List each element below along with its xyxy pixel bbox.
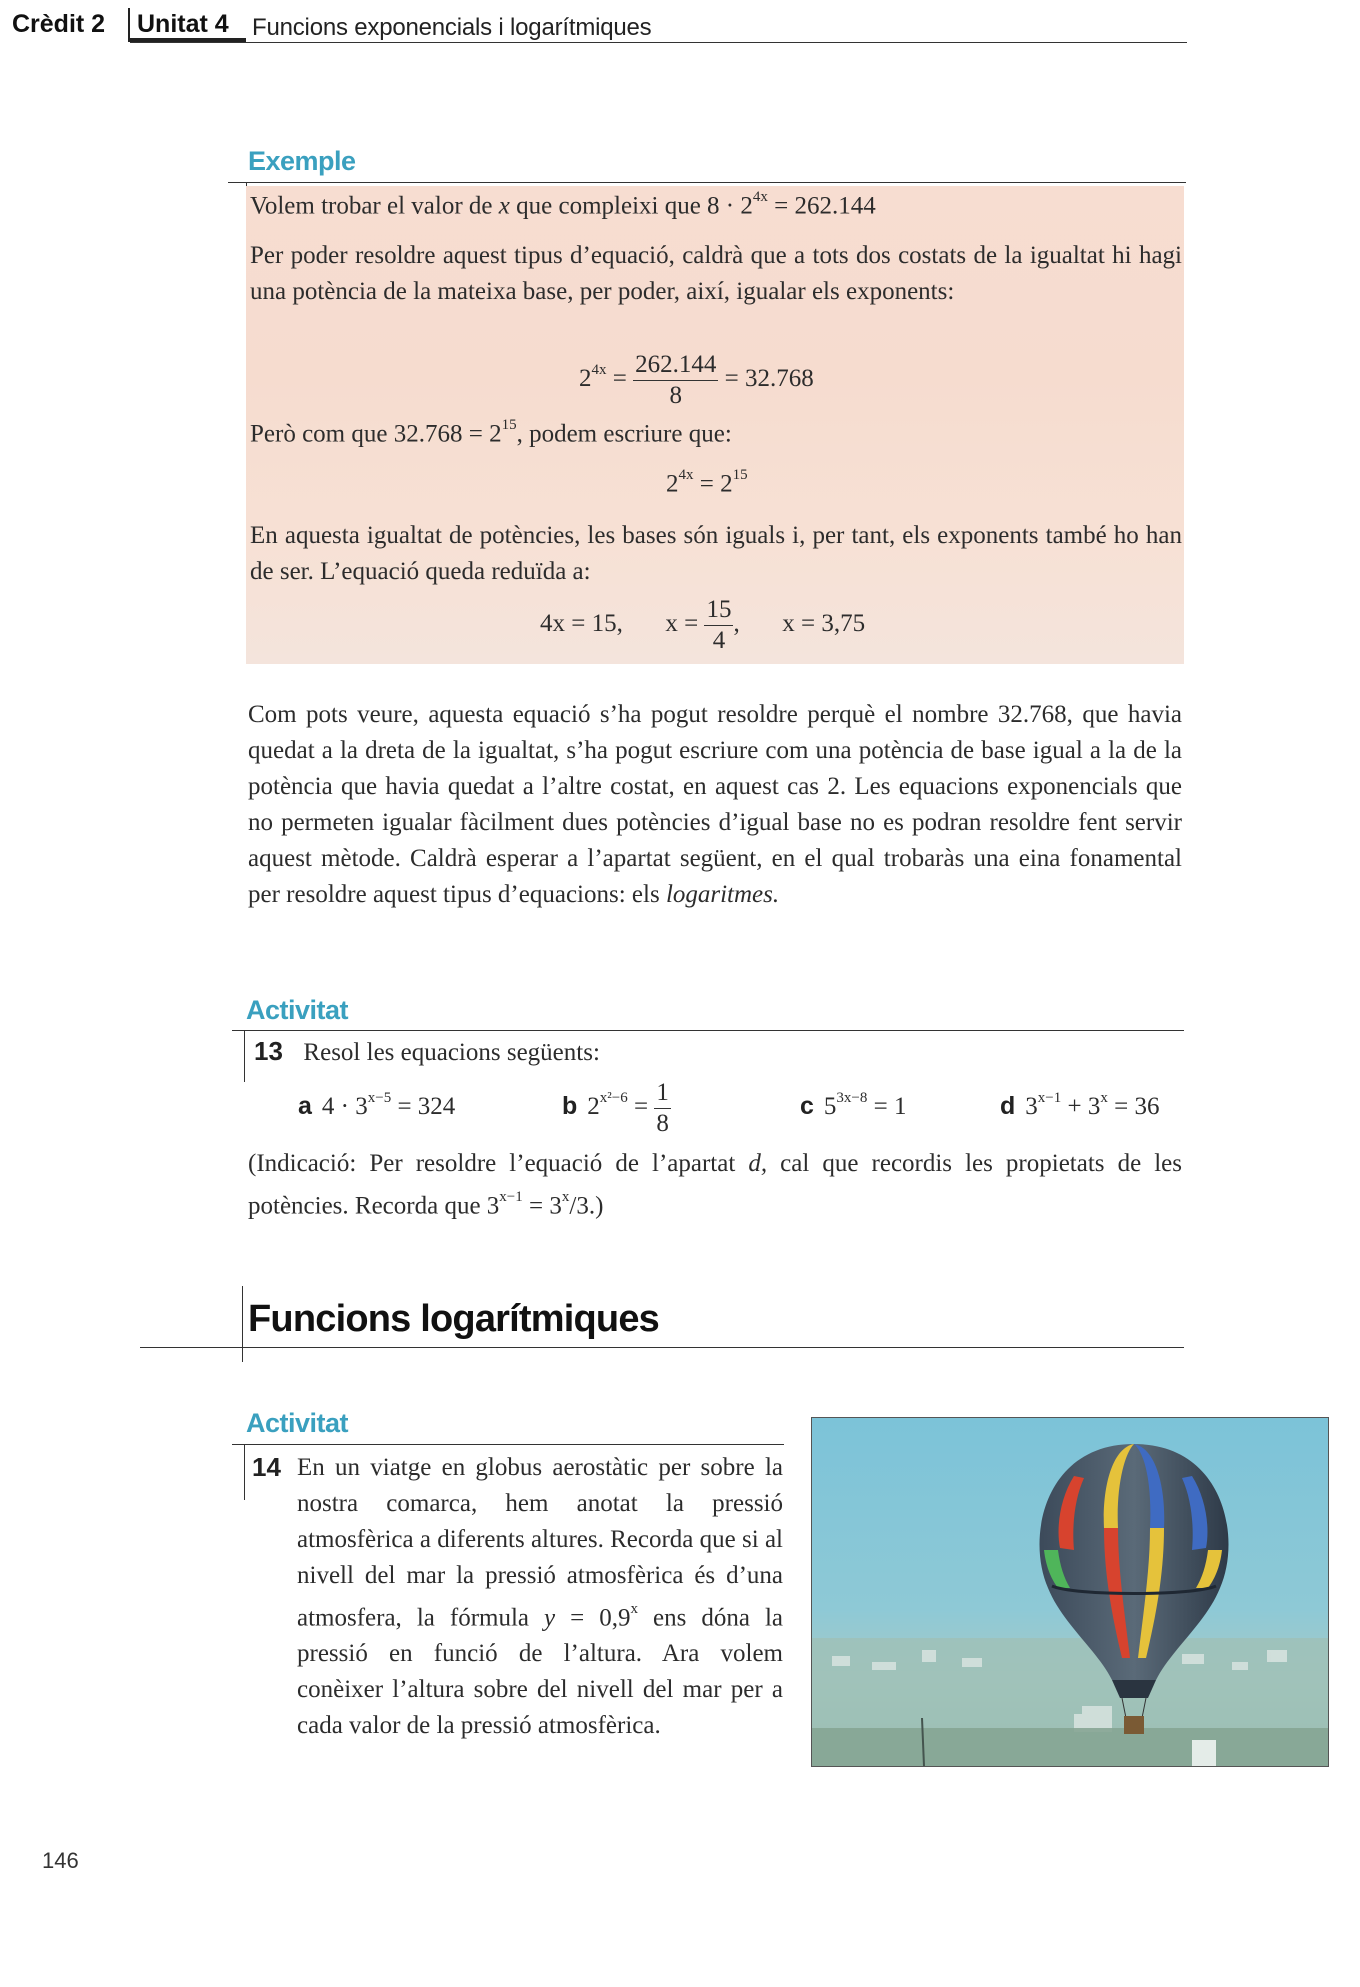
header-divider xyxy=(128,8,130,42)
example-paragraph-1: Per poder resoldre aquest tipus d’equació, caldrà que a tots dos costats de la igualtat hi hagi una potència de la mateixa base, per poder, així, igualar els exponents: xyxy=(250,242,1182,305)
unit-title: Funcions exponencials i logarítmiques xyxy=(252,14,652,41)
page-number: 146 xyxy=(42,1848,79,1873)
activity-13-heading: Activitat xyxy=(246,995,349,1025)
activity-14-rule xyxy=(232,1444,784,1445)
activity-13-item-d: d $3^{x-1} + 3^x = 36$ xyxy=(1000,1089,1160,1120)
example-rule xyxy=(228,182,1186,183)
activity-14-vbar xyxy=(244,1444,245,1500)
example-line1: Volem trobar el valor de x que compleixi que $8 \cdot 2^{4x} = 262.144$ xyxy=(250,189,876,220)
unit-label: Unitat 4 xyxy=(137,10,229,38)
activity-14-heading: Activitat xyxy=(246,1408,349,1438)
activity-13-item-b: b $2^{x^2-6}$ = $\frac{1}{8}$ xyxy=(562,1079,669,1137)
activity-14-text: En un viatge en globus aerostàtic per sobre la nostra comarca, hem anotat la pressió atmosfèrica a diferents altures. Recorda que si al nivell del mar la pressió atmosfèrica és d’una atmosfera, la fórmula $y = 0,9^x$ ens dóna la pressió en funció de l’altura. Ara volem conèixer l’altura sobre del nivell del mar per a cada valor de la pressió atmosfèrica. xyxy=(297,1454,783,1740)
activity-13-prompt: 13 Resol les equacions següents: xyxy=(254,1036,600,1066)
body-paragraph: Com pots veure, aquesta equació s’ha pogut resoldre perquè el nombre 32.768, que havia quedat a la dreta de la igualtat, s’ha pogut escriure com una potència de base igual a la de la potència que havia quedat a l’altre costat, en aquest cas 2. Les equacions exponencials que no permeten igualar fàcilment dues potències d’igual base no es podran resoldre fent servir aquest mètode. Caldrà esperar a l’apartat següent, en el qual trobaràs una eina fonamental per resoldre aquest tipus d’equacions: els logaritmes. xyxy=(248,701,1182,908)
example-equation-3: 4x = 15, x = $\frac{15}{4}$ , x = 3,75 xyxy=(540,596,866,654)
section-rule xyxy=(140,1347,1184,1348)
section-vbar xyxy=(242,1286,243,1362)
activity-13-item-a: a $4 \cdot 3^{x-5} = 324$ xyxy=(298,1089,456,1120)
hot-air-balloon-photo xyxy=(811,1417,1329,1767)
section-title: Funcions logarítmiques xyxy=(248,1298,659,1340)
activity-13-rule xyxy=(232,1030,1184,1031)
example-heading: Exemple xyxy=(248,146,356,176)
activity-14-number: 14 xyxy=(252,1452,281,1482)
example-paragraph-3: En aquesta igualtat de potències, les bases són iguals i, per tant, els exponents també ho han de ser. L’equació queda reduïda a: xyxy=(250,522,1182,585)
activity-13-item-c: c $5^{3x-8} = 1$ xyxy=(800,1089,907,1120)
header-rule xyxy=(130,42,1187,43)
credit-label: Crèdit 2 xyxy=(12,10,106,38)
example-paragraph-2: Però com que $32.768 = 2^{15}$, podem escriure que: xyxy=(250,417,732,448)
example-equation-1: $2^{4x}$ = $\frac{262.144}{8}$ = 32.768 xyxy=(579,351,814,409)
activity-13-vbar xyxy=(244,1030,245,1082)
balloon-illustration xyxy=(812,1418,1328,1766)
example-equation-2: $2^{4x} = 2^{15}$ xyxy=(666,467,748,498)
activity-13-hint: (Indicació: Per resoldre l’equació de l’apartat d, cal que recordis les propietats de les potències. Recorda que $3^{x-1} = 3^x/3$.) xyxy=(248,1150,1182,1220)
